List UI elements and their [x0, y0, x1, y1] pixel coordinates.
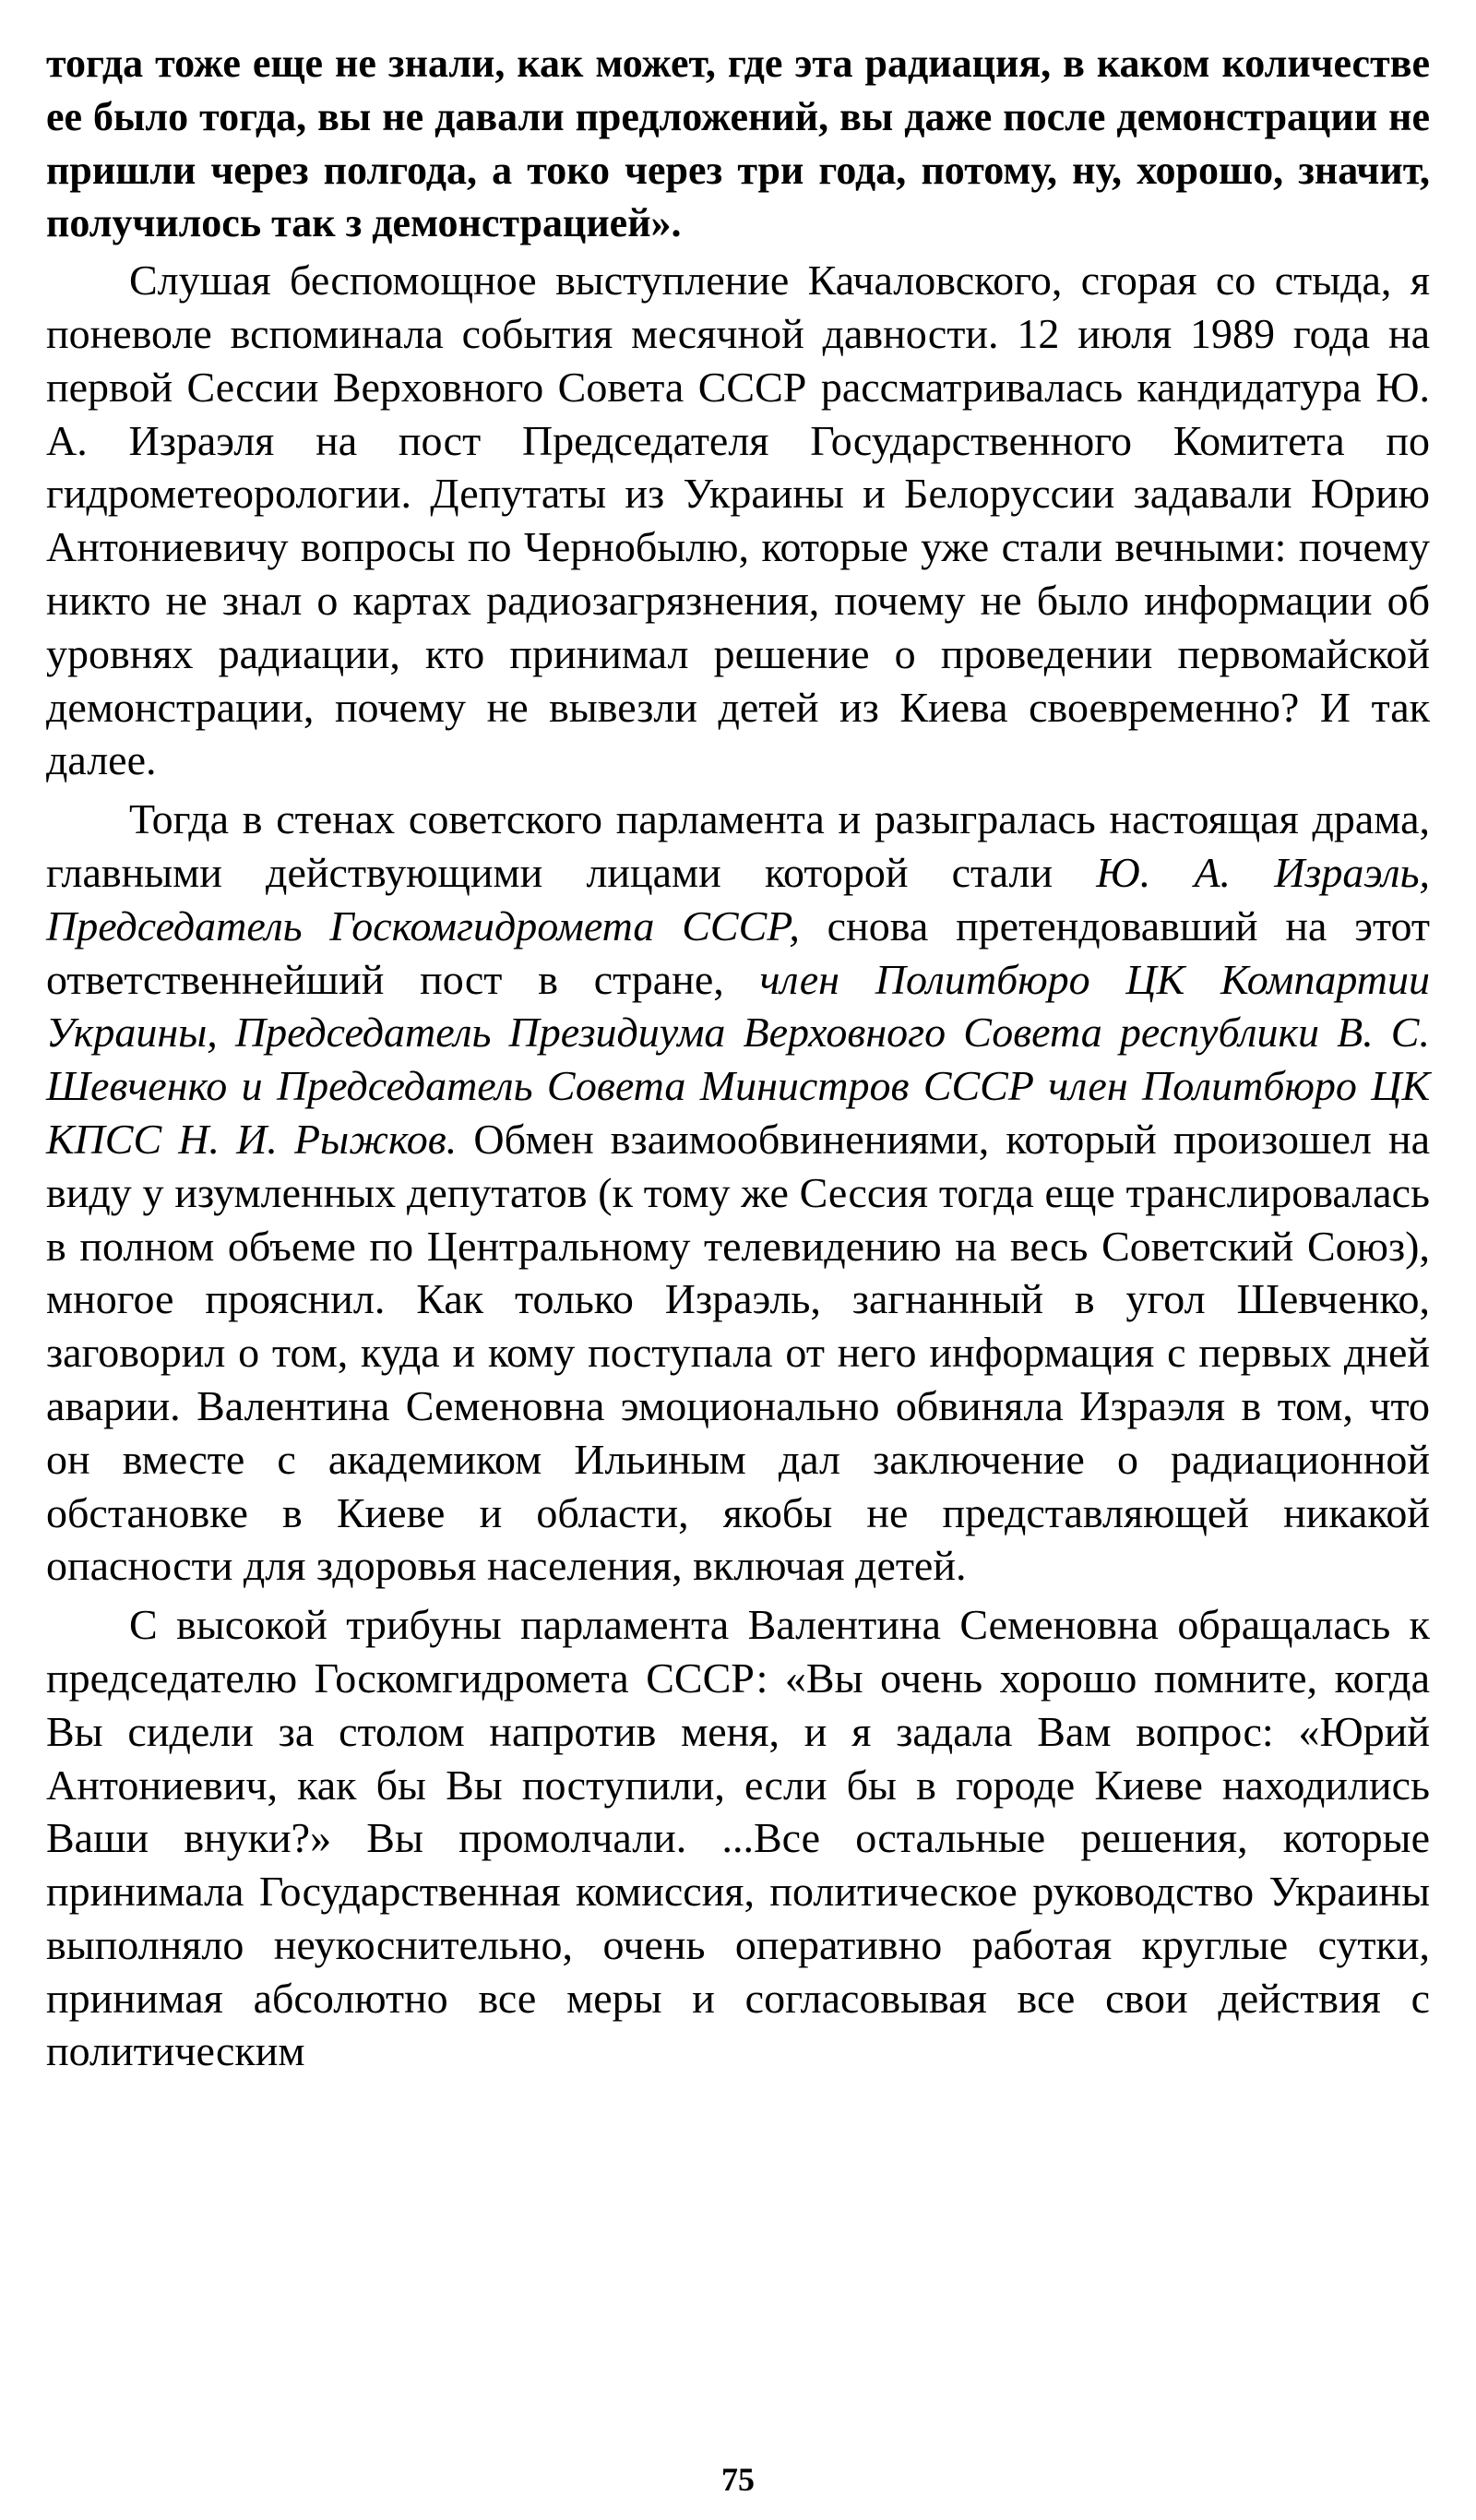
paragraph-2	[46, 793, 1430, 1593]
paragraph-2-text-1: Тогда в стенах советского парламента и разыгралась настоящая драма, главными действующими лицами которой стали	[46, 795, 1430, 896]
text-column	[46, 37, 1430, 2078]
paragraph-1: Слушая беспомощное выступление Качаловского, сгорая со стыда, я поневоле вспоминала события месячной давности. 12 июля 1989 года на первой Сессии Верховного Совета СССР рассматривалась кандидатура Ю. А. Израэля на пост Председателя Государственного Комитета по гидрометеорологии. Депутаты из Украины и Белоруссии задавали Юрию Антониевичу вопросы по Чернобылю, которые уже стали вечными: почему никто не знал о картах радиозагрязнения, почему не было информации об уровнях радиации, кто принимал решение о проведении первомайской демонстрации, почему не вывезли детей из Киева своевременно? И так далее.	[46, 257, 1430, 784]
page-body	[46, 37, 1430, 2078]
paragraph-2-italic-1: Ю. А. Израэль, Председатель Госкомгидромета СССР,	[46, 848, 1431, 949]
page-number: 75	[721, 2461, 755, 2498]
paragraph-2-text-2: снова претендовавший на этот ответственнейший пост в стране,	[46, 902, 1430, 1003]
paragraph-2-italic-2: член Политбюро ЦК Компартии Украины, Председатель Президиума Верховного Совета республики В. С. Шевченко и Председатель Совета Министров СССР член Политбюро ЦК КПСС Н. И. Рыжков.	[46, 955, 1431, 1163]
paragraph-2-text-3: Обмен взаимообвинениями, который произошел на виду у изумленных депутатов (к тому же Сессия тогда еще транслировалась в полном объеме по Центральному телевидению на весь Советский Союз), многое прояснил. Как только Израэль, загнанный в угол Шевченко, заговорил о том, куда и кому поступала от него информация с первых дней аварии. Валентина Семеновна эмоционально обвиняла Израэля в том, что он вместе с академиком Ильиным дал заключение о радиационной обстановке в Киеве и области, якобы не представляющей никакой опасности для здоровья населения, включая детей.	[46, 1115, 1431, 1590]
quote-ending-paragraph: тогда тоже еще не знали, как может, где эта радиация, в каком количестве ее было тогда, вы не давали предложений, вы даже после демонстрации не пришли через полгода, а токо через три года, потому, ну, хорошо, значит, получилось так з демонстрацией».	[46, 41, 1430, 246]
paragraph-3: С высокой трибуны парламента Валентина Семеновна обращалась к председателю Госкомгидромета СССР: «Вы очень хорошо помните, когда Вы сидели за столом напротив меня, и я задала Вам вопрос: «Юрий Антониевич, как бы Вы поступили, если бы в городе Киеве находились Ваши внуки?» Вы промолчали. ...Все остальные решения, которые принимала Государственная комиссия, политическое руководство Украины выполняло неукоснительно, очень оперативно работая круглые сутки, принимая абсолютно все меры и согласовывая все свои действия с политическим	[46, 1601, 1430, 2075]
